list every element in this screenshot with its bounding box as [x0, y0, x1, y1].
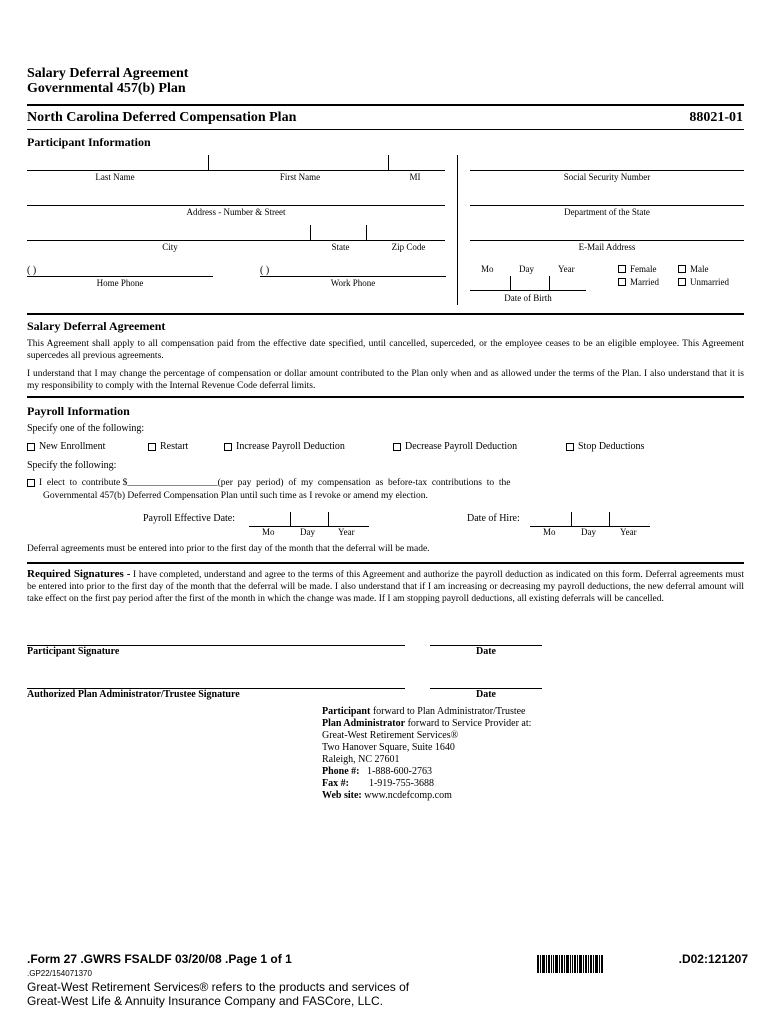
last-name-field[interactable]: Last Name	[95, 172, 135, 182]
checkbox-icon	[618, 278, 626, 286]
deferral-note: Deferral agreements must be entered into prior to the first day of the month that the deferral will be made.	[27, 544, 430, 554]
routing-admin-bold: Plan Administrator	[322, 718, 406, 729]
female-checkbox[interactable]	[618, 264, 657, 274]
email-field[interactable]: E-Mail Address	[578, 242, 636, 252]
field-sep	[571, 512, 572, 526]
routing-admin-text: forward to Service Provider at:	[405, 718, 532, 729]
form-title: Salary Deferral Agreement	[27, 66, 189, 81]
fax-value: 1-919-755-3688	[368, 778, 434, 789]
web-value[interactable]: www.ncdefcomp.com	[364, 790, 452, 801]
work-phone-field[interactable]: Work Phone	[330, 278, 376, 288]
phone-label: Phone #:	[322, 766, 360, 777]
fax-row	[322, 778, 531, 790]
work-phone-line	[260, 276, 446, 277]
divider	[27, 313, 744, 315]
phone-value: 1-888-600-2763	[367, 766, 432, 777]
participant-date-label: Date	[476, 646, 496, 657]
field-sep	[510, 276, 511, 290]
field-sep	[549, 276, 550, 290]
barcode	[537, 955, 604, 978]
routing-participant-bold: Participant	[322, 706, 371, 717]
participant-section-title: Participant Information	[27, 135, 151, 149]
signatures-text	[27, 568, 744, 605]
male-checkbox[interactable]	[678, 264, 709, 274]
disclaimer	[27, 980, 409, 1008]
web-label: Web site:	[322, 790, 362, 801]
restart-checkbox[interactable]	[148, 441, 188, 452]
state-field[interactable]: State	[331, 242, 350, 252]
field-sep	[328, 512, 329, 526]
increase-deduction-checkbox[interactable]	[224, 441, 345, 452]
married-label: Married	[630, 277, 659, 287]
unmarried-checkbox[interactable]	[678, 277, 729, 287]
signatures-lead: Required Signatures -	[27, 568, 131, 580]
dob-line	[470, 290, 586, 291]
hire-date-label: Date of Hire:	[467, 513, 520, 524]
field-sep	[290, 512, 291, 526]
new-enrollment-checkbox[interactable]	[27, 441, 105, 452]
phone-row	[322, 766, 531, 778]
first-name-field[interactable]: First Name	[279, 172, 321, 182]
effective-mo: Mo	[262, 527, 275, 537]
dob-mo-label: Mo	[481, 264, 494, 274]
field-sep	[388, 155, 389, 170]
routing-block	[322, 706, 531, 802]
option-label: Decrease Payroll Deduction	[405, 441, 518, 452]
small-code: .GP22/154071370	[27, 969, 92, 978]
divider	[27, 562, 744, 564]
checkbox-icon	[148, 443, 156, 451]
form-subtitle: Governmental 457(b) Plan	[27, 81, 186, 96]
male-label: Male	[690, 264, 709, 274]
web-row	[322, 790, 531, 802]
address-field[interactable]: Address - Number & Street	[186, 207, 286, 217]
field-sep	[310, 225, 311, 240]
checkbox-icon	[678, 265, 686, 273]
form-id: .Form 27 .GWRS FSALDF 03/20/08 .Page 1 of 1	[27, 952, 292, 966]
dob-field[interactable]: Date of Birth	[504, 293, 552, 303]
option-label: New Enrollment	[39, 441, 106, 452]
effective-year: Year	[338, 527, 355, 537]
hire-year: Year	[620, 527, 637, 537]
department-line	[470, 205, 744, 206]
specify-one-label: Specify one of the following:	[27, 423, 145, 434]
agreement-title: Salary Deferral Agreement	[27, 319, 166, 333]
disclaimer-line-2: Great-West Life & Annuity Insurance Company and FASCore, LLC.	[27, 994, 383, 1008]
checkbox-icon	[566, 443, 574, 451]
field-sep	[609, 512, 610, 526]
female-label: Female	[630, 264, 657, 274]
checkbox-icon	[27, 443, 35, 451]
company-name: Great-West Retirement Services®	[322, 730, 459, 741]
dob-year-label: Year	[558, 264, 575, 274]
home-phone-paren: ( )	[27, 265, 37, 276]
zip-field[interactable]: Zip Code	[391, 242, 426, 252]
admin-date-label: Date	[476, 689, 496, 700]
company-address-1: Two Hanover Square, Suite 1640	[322, 742, 455, 753]
field-sep	[366, 225, 367, 240]
divider	[27, 396, 744, 398]
divider	[27, 129, 744, 130]
checkbox-icon	[27, 479, 35, 487]
divider	[27, 104, 744, 106]
option-label: Stop Deductions	[578, 441, 645, 452]
work-phone-paren: ( )	[260, 265, 270, 276]
effective-date-label: Payroll Effective Date:	[143, 513, 236, 524]
married-checkbox[interactable]	[618, 277, 659, 287]
city-line	[27, 240, 445, 241]
routing-admin	[322, 718, 531, 730]
hire-day: Day	[581, 527, 596, 537]
checkbox-icon	[393, 443, 401, 451]
plan-number: 88021-01	[689, 110, 743, 125]
home-phone-line	[27, 276, 213, 277]
signatures-body: I have completed, understand and agree to the terms of this Agreement and authorize the payroll deduction as indicated on this form. Deferral agreements must be entered into prior to the first day of the month that the deferral will be made. I also understand that if I am increasing or decreasing my payroll deductions, the new deferral amount will take effect on the first pay period after the first of the month in which the change was made. If I am stopping payroll deductions, all existing deferrals will be cancelled.	[27, 570, 744, 604]
admin-signature-label: Authorized Plan Administrator/Trustee Signature	[27, 689, 240, 700]
name-line	[27, 170, 445, 171]
address-line	[27, 205, 445, 206]
city-field[interactable]: City	[162, 242, 178, 252]
checkbox-icon	[224, 443, 232, 451]
ssn-line	[470, 170, 744, 171]
payroll-title: Payroll Information	[27, 404, 130, 418]
checkbox-icon	[678, 278, 686, 286]
effective-day: Day	[300, 527, 315, 537]
routing-participant-text: forward to Plan Administrator/Trustee	[370, 706, 526, 717]
document-code: .D02:121207	[678, 952, 748, 966]
field-sep	[208, 155, 209, 170]
stop-deductions-checkbox[interactable]	[566, 441, 644, 452]
department-field[interactable]: Department of the State	[564, 207, 650, 217]
plan-name: North Carolina Deferred Compensation Plan	[27, 110, 297, 125]
disclaimer-line-1: Great-West Retirement Services® refers to the products and services of	[27, 980, 410, 994]
email-line	[470, 240, 744, 241]
agreement-para-2: I understand that I may change the percentage of compensation or dollar amount contributed to the Plan only when and as allowed under the terms of the Plan. I also understand that it is my responsibility to comply with the Internal Revenue Code deferral limits.	[27, 369, 744, 391]
specify-following-label: Specify the following:	[27, 460, 117, 471]
column-divider	[457, 155, 458, 305]
agreement-para-1: This Agreement shall apply to all compensation paid from the effective date specified, until cancelled, superceded, or the employee ceases to be an eligible employee. This Agreement supercedes all previous agreements.	[27, 339, 744, 361]
company-address-2: Raleigh, NC 27601	[322, 754, 400, 765]
option-label: Restart	[160, 441, 189, 452]
home-phone-field[interactable]: Home Phone	[96, 278, 144, 288]
elect-contribute-checkbox[interactable]	[27, 478, 647, 488]
routing-participant	[322, 706, 531, 718]
elect-text: I elect to contribute $___________________(per pay period) of my compensation as before-tax contributions to the	[39, 478, 511, 488]
mi-field[interactable]: MI	[409, 172, 421, 182]
hire-mo: Mo	[543, 527, 556, 537]
checkbox-icon	[618, 265, 626, 273]
ssn-field[interactable]: Social Security Number	[563, 172, 651, 182]
elect-text-2: Governmental 457(b) Deferred Compensation Plan until such time as I revoke or amend my election.	[43, 491, 428, 501]
dob-day-label: Day	[519, 264, 534, 274]
unmarried-label: Unmarried	[690, 277, 729, 287]
option-label: Increase Payroll Deduction	[236, 441, 345, 452]
fax-label: Fax #:	[322, 778, 349, 789]
participant-signature-label: Participant Signature	[27, 646, 120, 657]
decrease-deduction-checkbox[interactable]	[393, 441, 517, 452]
